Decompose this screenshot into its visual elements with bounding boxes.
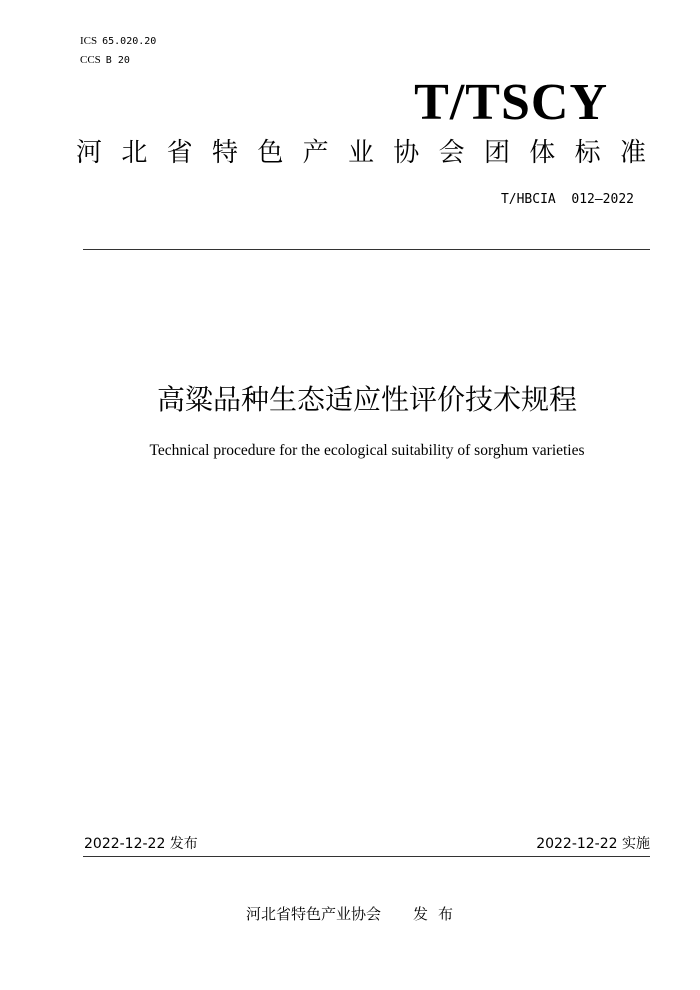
- category-char: 河: [76, 138, 103, 168]
- standard-number: T/HBCIA 012—2022: [500, 192, 634, 207]
- ics-code-line: [80, 34, 156, 49]
- ccs-label: CCS: [80, 54, 101, 66]
- implement-date: 2022-12-22 实施: [536, 836, 650, 852]
- category-char: 标: [574, 138, 601, 168]
- category-char: 省: [166, 138, 193, 168]
- category-char: 会: [438, 138, 465, 168]
- category-char: 色: [257, 138, 284, 168]
- standard-mark: T/TSCY: [414, 74, 608, 131]
- publisher-action: 发布: [413, 905, 464, 923]
- document-title-chinese: 高粱品种生态适应性评价技术规程: [156, 383, 577, 416]
- document-title-english: Technical procedure for the ecological suitability of sorghum varieties: [149, 442, 585, 459]
- standard-category: [76, 136, 646, 170]
- category-char: 协: [393, 138, 420, 168]
- category-char: 准: [619, 138, 646, 168]
- footer-divider: [83, 856, 650, 857]
- category-char: 业: [347, 138, 374, 168]
- ccs-code-line: [80, 53, 130, 68]
- publish-date: 2022-12-22 发布: [84, 836, 198, 852]
- category-char: 团: [483, 138, 510, 168]
- ics-value: 65.020.20: [102, 36, 157, 47]
- publisher-name: 河北省特色产业协会: [246, 905, 382, 923]
- category-char: 体: [529, 138, 556, 168]
- category-char: 产: [302, 138, 329, 168]
- ics-label: ICS: [80, 35, 98, 47]
- ccs-value: B 20: [105, 55, 130, 66]
- publisher-line: [246, 904, 463, 924]
- header-divider: [83, 249, 650, 250]
- category-char: 北: [121, 138, 148, 168]
- category-char: 特: [211, 138, 238, 168]
